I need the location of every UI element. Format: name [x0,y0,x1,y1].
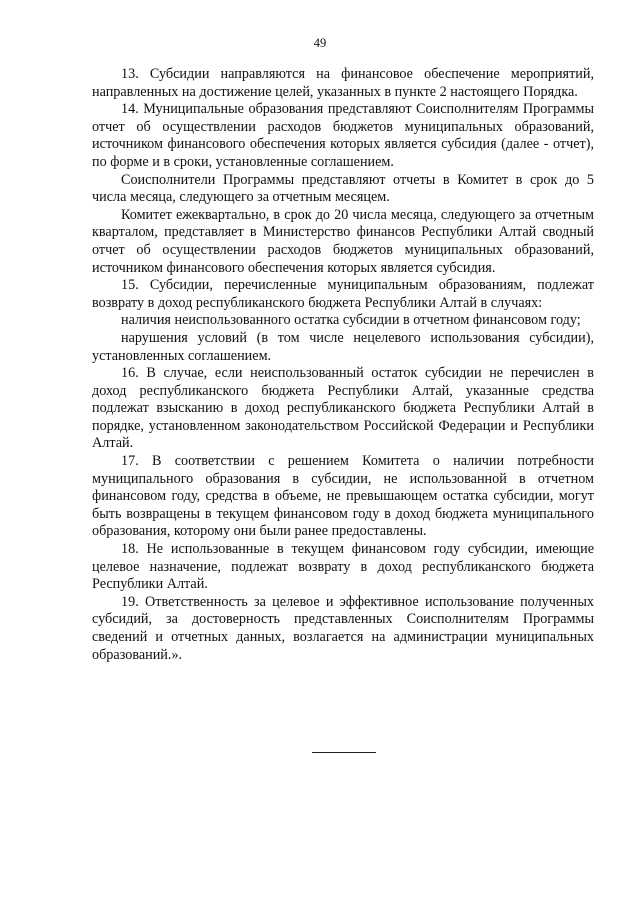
paragraph-17: 17. В соответствии с решением Комитета о наличии потребности муниципального образования в субсидии, не использованной в отчетном финансовом году, средства в объеме, не превышающем остатка субсидии, могут быть возвращены в текущем финансовом году в доход бюджета муниципального образования, которому они были ранее предоставлены. [92,453,594,540]
paragraph-15-case-violation: нарушения условий (в том числе нецелевого использования субсидии), установленных соглашением. [92,329,594,364]
paragraph-16: 16. В случае, если неиспользованный остаток субсидии не перечислен в доход республиканского бюджета Республики Алтай, указанные средства подлежат взысканию в доход республиканского бюджета Республики Алтай в порядке, установленном законодательством Российской Федерации и Республики Алтай. [92,365,594,452]
paragraph-15: 15. Субсидии, перечисленные муниципальным образованиям, подлежат возврату в доход республиканского бюджета Республики Алтай в случаях: [92,277,594,311]
paragraph-coexecutors-reports: Соисполнители Программы представляют отчеты в Комитет в срок до 5 числа месяца, следующего за отчетным месяцем. [92,171,594,206]
paragraph-18: 18. Не использованные в текущем финансовом году субсидии, имеющие целевое назначение, подлежат возврату в доход республиканского бюджета Республики Алтай. [92,541,594,593]
page-number: 49 [313,36,327,50]
paragraph-committee-quarterly: Комитет ежеквартально, в срок до 20 числа месяца, следующего за отчетным кварталом, представляет в Министерство финансов Республики Алтай сводный отчет об осуществлении расходов бюджетов муниципальных образований, источником финансового обеспечения которых является субсидия. [92,206,594,276]
paragraph-19: 19. Ответственность за целевое и эффективное использование полученных субсидий, за достоверность представленных Соисполнителям Программы сведений и отчетных данных, возлагается на администрации муниципальных образований.». [92,593,594,663]
paragraph-14: 14. Муниципальные образования представляют Соисполнителям Программы отчет об осуществлении расходов бюджетов муниципальных образований, источником финансового обеспечения которых является субсидия (далее - отчет), по форме и в сроки, установленные соглашением. [92,101,594,170]
closing-rule [312,752,376,753]
paragraph-13: 13. Субсидии направляются на финансовое обеспечение мероприятий, направленных на достижение целей, указанных в пункте 2 настоящего Порядка. [92,66,594,100]
document-body [92,66,594,664]
paragraph-15-case-unused-balance: наличия неиспользованного остатка субсидии в отчетном финансовом году; [121,312,581,329]
